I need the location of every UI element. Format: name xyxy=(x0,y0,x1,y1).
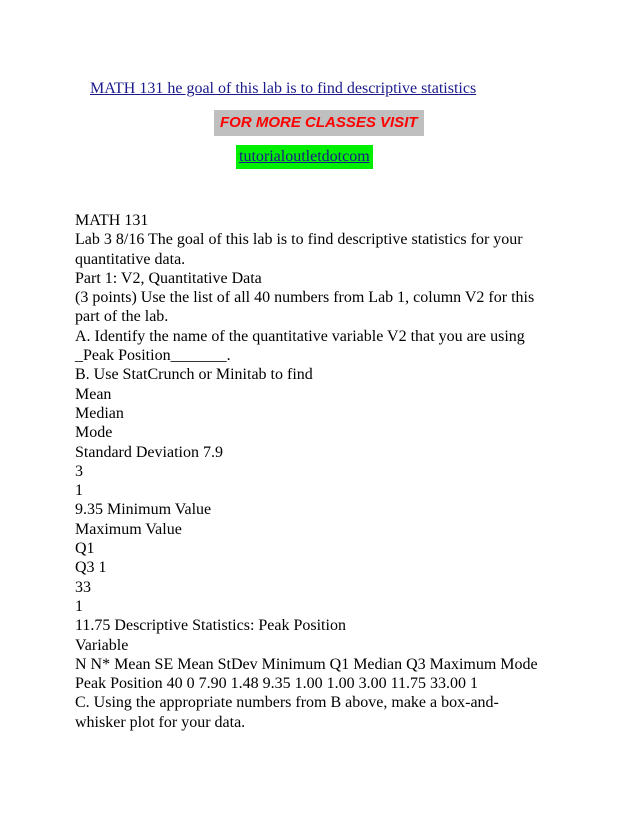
text-line: B. Use StatCrunch or Minitab to find xyxy=(75,366,313,384)
text-line: Mean xyxy=(75,385,112,403)
website-link[interactable]: tutorialoutletdotcom xyxy=(236,145,373,169)
text-line: whisker plot for your data. xyxy=(75,713,246,731)
text-line: Median xyxy=(75,404,124,422)
text-line: 9.35 Minimum Value xyxy=(75,501,212,519)
text-line: Part 1: V2, Quantitative Data xyxy=(75,269,262,287)
text-line: Standard Deviation 7.9 xyxy=(75,443,223,461)
text-line: 1 xyxy=(75,482,83,500)
text-line: (3 points) Use the list of all 40 numbers from Lab 1, column V2 for this xyxy=(75,289,535,307)
text-line: Lab 3 8/16 The goal of this lab is to find descriptive statistics for your xyxy=(75,231,523,249)
text-line: _Peak Position_______. xyxy=(75,347,231,365)
promo-banner: FOR MORE CLASSES VISIT xyxy=(214,110,424,136)
text-line: Q3 1 xyxy=(75,559,107,577)
text-line: part of the lab. xyxy=(75,308,169,326)
text-line: Q1 xyxy=(75,540,95,558)
text-line: 1 xyxy=(75,597,83,615)
text-line: N N* Mean SE Mean StDev Minimum Q1 Median Q3 Maximum Mode xyxy=(75,655,538,673)
text-line: A. Identify the name of the quantitative variable V2 that you are using xyxy=(75,327,525,345)
text-line: Mode xyxy=(75,424,113,442)
text-line: 11.75 Descriptive Statistics: Peak Position xyxy=(75,617,346,635)
text-line: Variable xyxy=(75,636,129,654)
document-title: MATH 131 he goal of this lab is to find descriptive statistics xyxy=(90,80,477,97)
text-line: Maximum Value xyxy=(75,520,182,538)
text-line: MATH 131 xyxy=(75,212,149,229)
text-line: 3 xyxy=(75,462,83,480)
text-line: C. Using the appropriate numbers from B above, make a box-and- xyxy=(75,694,499,712)
text-line: Peak Position 40 0 7.90 1.48 9.35 1.00 1.00 3.00 11.75 33.00 1 xyxy=(75,675,478,693)
body-text xyxy=(75,211,615,732)
text-line: quantitative data. xyxy=(75,250,186,268)
text-line: 33 xyxy=(75,578,91,596)
